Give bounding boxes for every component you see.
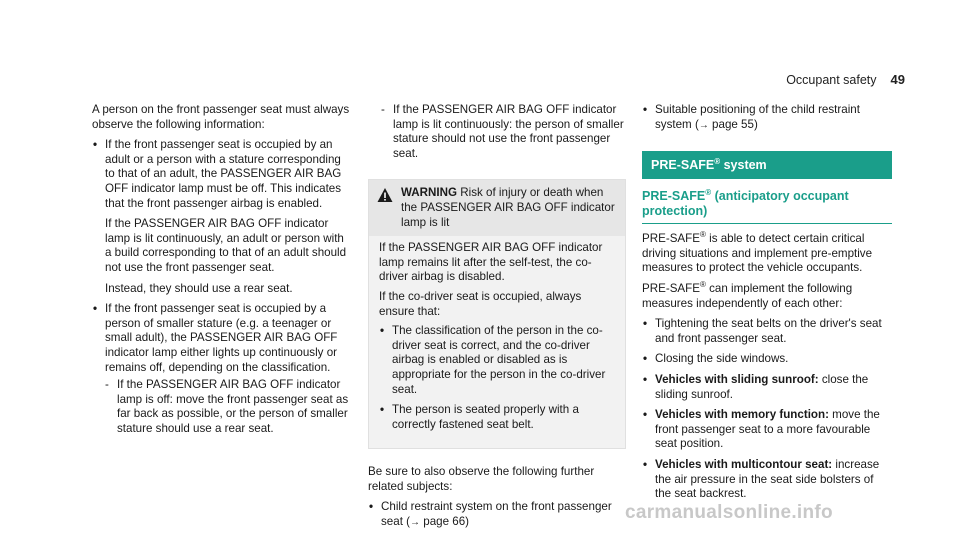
- band-suffix: system: [720, 158, 767, 173]
- registered-mark: ®: [705, 188, 712, 198]
- subhead-title: PRE-SAFE: [642, 189, 706, 204]
- page-header: [786, 73, 905, 88]
- page-reference[interactable]: page 55: [712, 117, 754, 131]
- warning-title-text: Risk of injury or death when the PASSENGER AIR BAG OFF indicator lamp is lit: [401, 186, 615, 229]
- list-item: [92, 302, 352, 436]
- bullet-text: If the PASSENGER AIR BAG OFF indicator lamp is lit continuously, an adult or person with a build corresponding to that of an adult should not use the front passenger seat.: [105, 217, 347, 274]
- further-subjects-text: Be sure to also observe the following further related subjects:: [368, 465, 595, 493]
- paragraph-text: is able to detect certain critical driving situations and implement pre-emptive measures to protect the vehicle occupants.: [642, 232, 873, 275]
- watermark-text: carmanualsonline.info: [625, 502, 833, 523]
- related-text: Child restraint system on the front passenger seat: [381, 500, 612, 529]
- subsection-heading: [642, 189, 892, 224]
- warning-label: WARNING: [401, 186, 458, 200]
- warning-title: [401, 186, 617, 230]
- warning-paragraph: If the co-driver seat is occupied, always ensure that:: [379, 289, 582, 318]
- arrow-right-icon: →: [698, 119, 709, 131]
- section-title: Occupant safety: [786, 73, 877, 87]
- bullet-list: [642, 103, 892, 133]
- intro-text: A person on the front passenger seat must always observe the following information:: [92, 103, 350, 131]
- paragraph: [642, 232, 892, 276]
- list-item: [642, 458, 892, 502]
- related-list: [368, 500, 626, 530]
- item-label: Vehicles with multicontour seat:: [655, 457, 833, 471]
- column-right: [642, 103, 892, 508]
- dash-item: [368, 103, 626, 161]
- list-item: [92, 138, 352, 296]
- arrow-right-icon: →: [410, 517, 421, 529]
- pre-safe-name: PRE-SAFE: [642, 232, 700, 246]
- band-title: PRE-SAFE: [651, 158, 715, 173]
- registered-mark: ®: [699, 280, 706, 290]
- subhead-suffix: (anticipatory occupant protection): [642, 189, 849, 219]
- warning-header: [369, 180, 625, 236]
- bullet-list: [92, 138, 352, 436]
- warning-triangle-icon: [377, 187, 393, 203]
- item-label: Vehicles with sliding sunroof:: [655, 372, 819, 386]
- list-item[interactable]: • Child restraint system on the front passenger seat (→ page 66): [368, 500, 626, 530]
- warning-body: [369, 236, 625, 448]
- dash-item: [105, 378, 352, 436]
- dash-marker: -: [105, 378, 109, 392]
- pre-safe-name: PRE-SAFE: [642, 281, 700, 295]
- item-label: Vehicles with memory function:: [655, 408, 829, 422]
- list-item: • Tightening the seat belts on the driver's seat and front passenger seat.: [642, 317, 892, 346]
- bullet-text: If the front passenger seat is occupied by a person of smaller stature (e.g. a teenager or small adult), the PASSENGER AIR BAG OFF indicator lamp either lights up continuously or remains off, depending on the classification.: [105, 302, 338, 374]
- registered-mark: ®: [714, 157, 721, 167]
- page-reference[interactable]: page 66: [423, 515, 466, 529]
- warning-paragraph: If the PASSENGER AIR BAG OFF indicator lamp remains lit after the self-test, the co-driver airbag is disabled.: [379, 241, 603, 284]
- list-item: • The person is seated properly with a correctly fastened seat belt.: [379, 403, 615, 432]
- dash-list: [105, 378, 352, 436]
- list-item: [642, 408, 892, 452]
- dash-list: [368, 103, 626, 161]
- item-text: close the sliding sunroof.: [655, 372, 869, 401]
- paragraph: [642, 282, 892, 311]
- list-item: • The classification of the person in the co-driver seat is correct, and the co-driver airbag is enabled or disabled as is appropriate for the person in the co-driver seat.: [379, 324, 615, 397]
- warning-box: [368, 179, 626, 449]
- registered-mark: ®: [699, 230, 706, 240]
- list-item: • Closing the side windows.: [642, 352, 892, 367]
- list-item[interactable]: • Suitable positioning of the child restraint system (→ page 55): [642, 103, 892, 133]
- bullet-text: Instead, they should use a rear seat.: [105, 281, 293, 295]
- list-item: [642, 373, 892, 402]
- section-heading-band: [642, 151, 892, 179]
- page-number: 49: [890, 72, 905, 87]
- paragraph-text: can implement the following measures independently of each other:: [642, 281, 853, 310]
- bullet-text: • If the front passenger seat is occupied by an adult or a person with a stature corresponding to that of an adult, the PASSENGER AIR BAG OFF indicator lamp must be off. This indicates that the front passenger airbag is enabled.: [105, 138, 342, 210]
- item-text: increase the air pressure in the seat side bolsters of the seat backrest.: [655, 457, 880, 501]
- dash-text: If the PASSENGER AIR BAG OFF indicator lamp is off: move the front passenger seat as far back as possible, or the person of smaller stature should use a rear seat.: [117, 378, 349, 435]
- warning-list: [379, 324, 615, 432]
- column-left: [92, 103, 352, 442]
- measures-list: [642, 317, 892, 502]
- dash-text: If the PASSENGER AIR BAG OFF indicator lamp is lit continuously: the person of smaller stature should not use the front passenger seat.: [393, 103, 624, 160]
- bullet-text: Suitable positioning of the child restraint system: [655, 103, 860, 131]
- item-text: move the front passenger seat to a more favourable seat position.: [655, 408, 880, 451]
- column-middle: [368, 103, 626, 537]
- dash-marker: -: [381, 103, 385, 116]
